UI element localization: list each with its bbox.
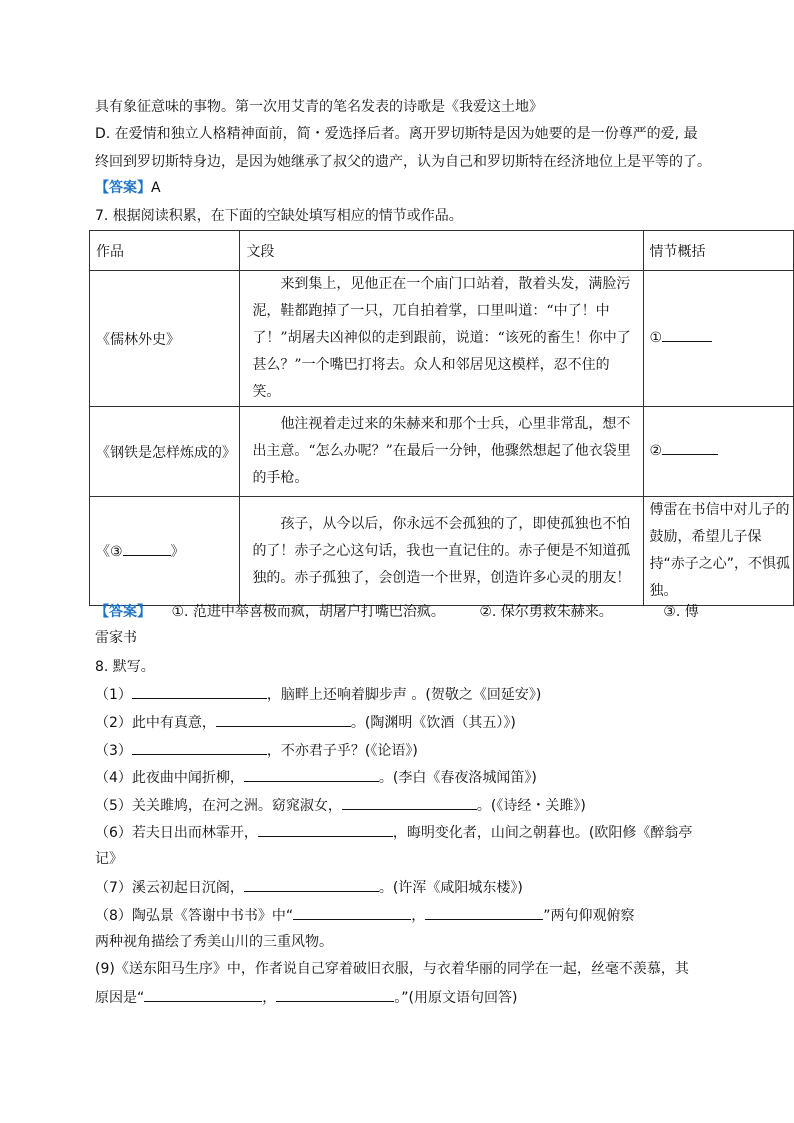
item-text: 若夫日出而林霏开， <box>131 825 258 841</box>
q7-prompt: 7. 根据阅读积累，在下面的空缺处填写相应的情节或作品。 <box>95 208 463 224</box>
row1-passage: 来到集上，见他正在一个庙门口站着，散着头发，满脸污泥，鞋都跑掉了一只，兀自拍着掌，口里叫道：“中了！中了！”胡屠夫凶神似的走到跟前，说道：“该死的畜生！你中了甚么？”一个嘴巴打将去。众人和邻居见这模样，忍不住的笑。 <box>240 271 643 407</box>
item-number: （4） <box>95 770 132 786</box>
row1-summary-marker: ① <box>649 330 663 346</box>
item-text: 陶弘景《答谢中书书》中“ <box>131 908 294 924</box>
header-summary: 情节概括 <box>643 231 794 271</box>
row1-work: 《儒林外史》 <box>90 271 240 407</box>
item-text: 此夜曲中闻折柳， <box>131 770 244 786</box>
item-text: ， <box>262 990 277 1006</box>
answer-blank[interactable] <box>132 684 267 699</box>
answer-blank[interactable] <box>425 905 543 920</box>
item-text: 原因是“ <box>95 990 145 1006</box>
table-row <box>90 407 794 497</box>
q8-item-6 <box>95 822 692 843</box>
row2-summary-marker: ② <box>649 443 663 459</box>
intro-line-1: 具有象征意味的事物。第一次用艾青的笔名发表的诗歌是《我爱这土地》 <box>95 99 543 115</box>
row2-passage: 他注视着走过来的朱赫来和那个士兵，心里非常乱，想不出主意。“怎么办呢？”在最后一分钟，他骤然想起了他衣袋里的手枪。 <box>240 407 643 497</box>
q8-item-8-cont: 两种视角描绘了秀美山川的三重风物。 <box>95 934 333 950</box>
item-text: ，脑畔上还响着脚步声 。(贺敬之《回延安》) <box>266 687 542 703</box>
item-text: 此中有真意， <box>131 715 216 731</box>
q8-item-7 <box>95 877 523 898</box>
q8-item-1 <box>95 684 541 705</box>
row1-summary <box>643 271 794 407</box>
q8-title: 8. 默写。 <box>95 659 155 675</box>
row3-work-suffix: 》 <box>170 544 185 560</box>
answer-blank[interactable] <box>276 987 394 1002</box>
q8-item-2 <box>95 712 516 733</box>
item-text: 《送东阳马生序》中，作者说自己穿着破旧衣服，与衣着华丽的同学在一起，丝毫不羡慕，其 <box>114 961 689 977</box>
item-text: 溪云初起日沉阁， <box>131 880 244 896</box>
table-header-row <box>90 231 794 271</box>
table-row <box>90 271 794 407</box>
q7-table <box>89 230 794 606</box>
answer-blank[interactable] <box>662 327 712 342</box>
item-text: 。(《诗经・关雎》) <box>476 798 586 814</box>
q8-item-4 <box>95 767 537 788</box>
answer-value: A <box>151 180 161 196</box>
q8-item-8 <box>95 905 634 926</box>
q7-answer-1: ①. 范进中举喜极而疯，胡屠户打嘴巴治疯。 <box>171 604 445 620</box>
item-number: （8） <box>95 908 132 924</box>
item-text: 关关雎鸠，在河之洲。窈窕淑女， <box>131 798 342 814</box>
answer-blank[interactable] <box>132 740 267 755</box>
q7-answer-line <box>95 602 699 622</box>
answer-blank[interactable] <box>123 541 171 556</box>
intro-answer <box>95 178 161 198</box>
answer-blank[interactable] <box>662 440 718 455</box>
row3-passage: 孩子，从今以后，你永远不会孤独的了，即使孤独也不怕的了！赤子之心这句话，我也一直记住的。赤子便是不知道孤独的。赤子孤独了，会创造一个世界，创造许多心灵的朋友！ <box>240 497 643 606</box>
row3-work <box>90 497 240 606</box>
item-text: 。”(用原文语句回答) <box>394 990 518 1006</box>
item-text: 。(许浑《咸阳城东楼》) <box>378 880 523 896</box>
item-number: （1） <box>95 687 132 703</box>
row3-summary: 傅雷在书信中对儿子的鼓励，希望儿子保持“赤子之心”，不惧孤独。 <box>643 497 794 606</box>
item-text: ， <box>411 908 426 924</box>
header-work: 作品 <box>90 231 240 271</box>
q8-item-6-cont: 记》 <box>95 851 123 867</box>
row2-summary <box>643 407 794 497</box>
row3-work-prefix: 《③ <box>96 544 123 560</box>
answer-blank[interactable] <box>244 767 379 782</box>
q8-item-3 <box>95 740 418 761</box>
answer-blank[interactable] <box>144 987 262 1002</box>
answer-blank[interactable] <box>216 712 351 727</box>
item-text: ，不亦君子乎？(《论语》) <box>266 743 418 759</box>
answer-blank[interactable] <box>244 877 379 892</box>
q7-answer-2: ②. 保尔勇救朱赫来。 <box>479 604 613 620</box>
item-number: （3） <box>95 743 132 759</box>
intro-line-3: 终回到罗切斯特身边，是因为她继承了叔父的遗产，认为自己和罗切斯特在经济地位上是平等的了。 <box>95 154 711 170</box>
q8-item-9 <box>95 959 689 979</box>
item-text: 。(陶渊明《饮酒（其五）》) <box>350 715 516 731</box>
item-number: （5） <box>95 798 132 814</box>
q8-item-9-cont <box>95 987 517 1008</box>
item-text: ，晦明变化者，山间之朝暮也。(欧阳修《醉翁亭 <box>392 825 693 841</box>
header-passage: 文段 <box>240 231 643 271</box>
item-number: （7） <box>95 880 132 896</box>
item-text: 。(李白《春夜洛城闻笛》) <box>378 770 537 786</box>
q7-answer-3b: 雷家书 <box>95 630 137 646</box>
answer-label: 【答案】 <box>95 180 151 196</box>
intro-line-2: D. 在爱情和独立人格精神面前，简・爱选择后者。离开罗切斯特是因为她要的是一份尊严的爱, 最 <box>95 126 698 142</box>
item-number: （2） <box>95 715 132 731</box>
answer-blank[interactable] <box>342 795 477 810</box>
q8-item-5 <box>95 795 586 816</box>
item-number: (9) <box>95 961 115 977</box>
q7-answer-3a: ③. 傅 <box>663 604 699 620</box>
answer-blank[interactable] <box>293 905 411 920</box>
answer-blank[interactable] <box>258 822 393 837</box>
answer-label: 【答案】 <box>95 604 151 620</box>
table-row <box>90 497 794 606</box>
item-number: （6） <box>95 825 132 841</box>
row2-work: 《钢铁是怎样炼成的》 <box>90 407 240 497</box>
item-text: ”两句仰观俯察 <box>543 908 635 924</box>
